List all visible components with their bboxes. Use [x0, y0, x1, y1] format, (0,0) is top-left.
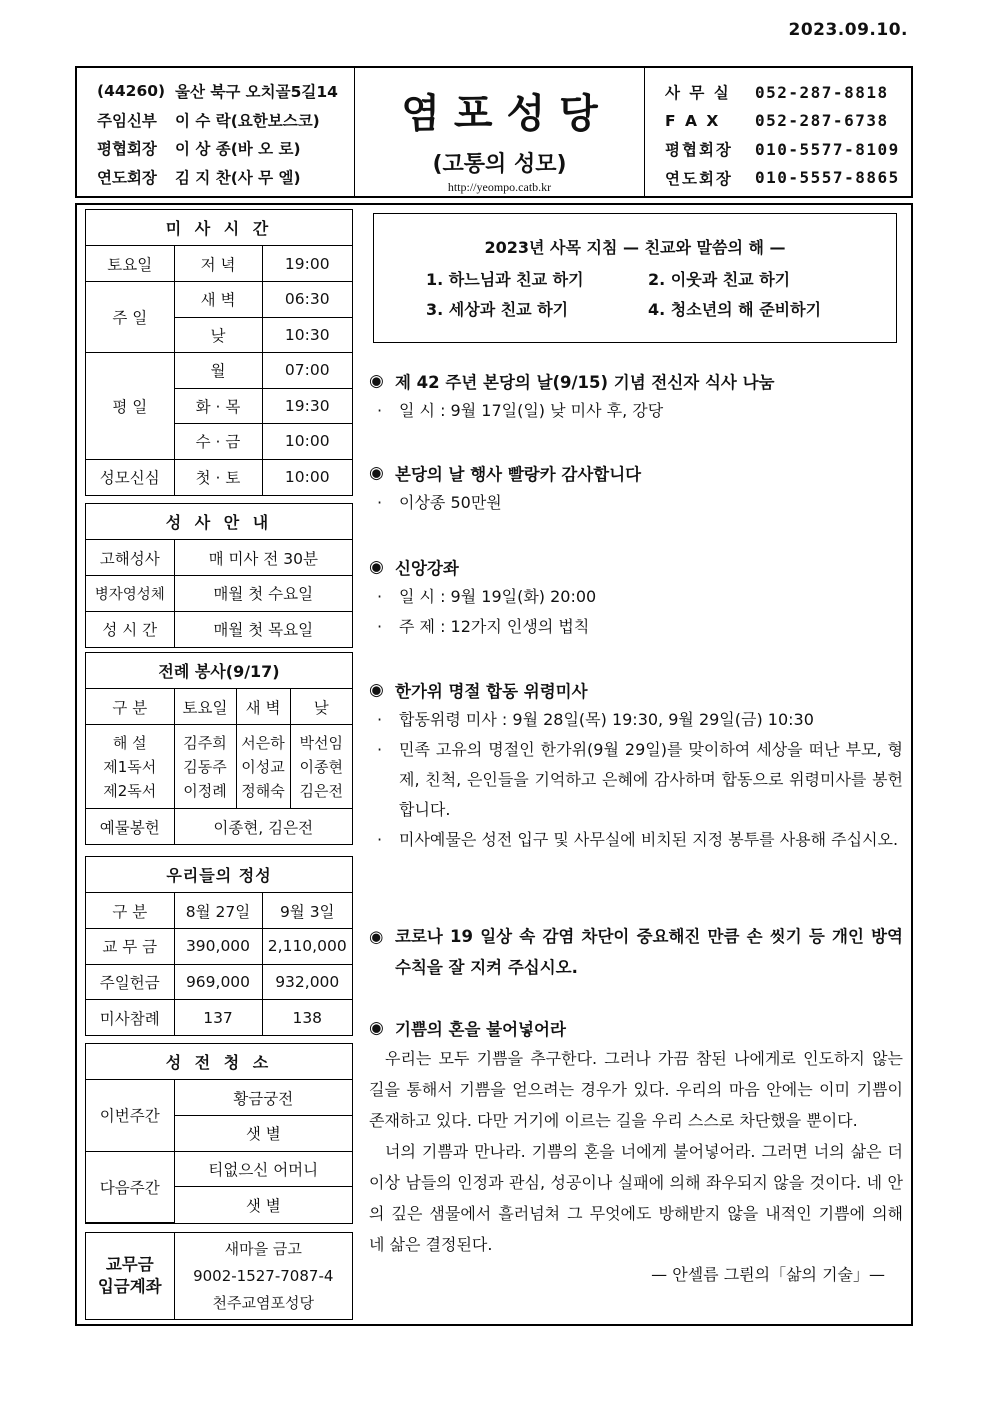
server-name: 김은전 [299, 781, 343, 800]
bullseye-icon: ◉ [369, 557, 384, 577]
bulletin-date: 2023.09.10. [788, 20, 908, 40]
policy-item: 1. 하느님과 친교 하기 [426, 269, 584, 289]
donation-header: 구 분 [86, 893, 174, 929]
office-row [665, 78, 911, 107]
cleaning-group: 샛 별 [174, 1187, 352, 1223]
server-name: 정해숙 [241, 781, 285, 800]
fax-row [665, 107, 911, 136]
policy-line [374, 293, 896, 323]
notice-title: 코로나 19 일상 속 감염 차단이 중요해진 만큼 손 씻기 등 개인 방역 수칙을 잘 지켜 주십시오. [395, 927, 903, 977]
list-item [369, 705, 903, 735]
address-row [97, 77, 354, 106]
server-name: 김주희 [183, 733, 227, 752]
liturgy-roles [86, 725, 174, 809]
yeondo-label: 연도회장 [97, 168, 157, 187]
notice-text: 일 시 : 9월 17일(일) 낮 미사 후, 강당 [399, 401, 664, 420]
cleaning-group: 티없으신 어머니 [174, 1151, 352, 1187]
liturgy-title: 전례 봉사(9/17) [86, 653, 352, 689]
cleaning-group: 샛 별 [174, 1116, 352, 1152]
donation-label: 주일헌금 [86, 964, 174, 1000]
table-row [86, 576, 352, 612]
sacrament-value: 매월 첫 수요일 [174, 576, 352, 612]
council-name: 이 상 종(바 오 로) [175, 140, 301, 159]
server-name: 이종현 [299, 757, 343, 776]
sacrament-label: 고해성사 [86, 540, 174, 576]
list-item [369, 612, 903, 642]
account-details [174, 1233, 352, 1319]
council-phone: 010-5577-8109 [755, 139, 900, 159]
fax-label: F A X [665, 111, 721, 130]
mass-slot: 저 녁 [174, 246, 262, 282]
table-row [86, 282, 352, 318]
contact-info [645, 68, 911, 196]
council-row [97, 134, 354, 163]
table-row [86, 246, 352, 282]
address: 울산 북구 오치골5길14 [175, 83, 338, 102]
donation-value: 390,000 [174, 929, 262, 965]
donation-label: 미사참례 [86, 1000, 174, 1036]
donation-value: 2,110,000 [262, 929, 352, 965]
account-number: 9002-1527-7087-4 [193, 1266, 334, 1285]
pastor-label: 주임신부 [97, 111, 157, 130]
liturgy-header: 낮 [290, 689, 352, 725]
fax-number: 052-287-6738 [755, 111, 889, 131]
liturgy-table [86, 689, 352, 844]
mass-day: 주 일 [86, 282, 174, 353]
mass-day: 성모신심 [86, 459, 174, 495]
mass-slot: 새 벽 [174, 282, 262, 318]
donation-box [85, 856, 353, 1036]
policy-item: 2. 이웃과 친교 하기 [648, 269, 791, 289]
bullet-icon: · [377, 493, 383, 512]
donation-header: 8월 27일 [174, 893, 262, 929]
notice-covid [369, 921, 903, 983]
account-holder: 천주교염포성당 [212, 1293, 314, 1312]
liturgy-saturday [174, 725, 236, 809]
parish-info [77, 68, 355, 196]
offering-value: 이종현, 김은전 [174, 809, 352, 845]
donation-value: 137 [174, 1000, 262, 1036]
council-label: 평협회장 [97, 140, 157, 159]
cleaning-week-label: 다음주간 [86, 1151, 174, 1222]
sacrament-value: 매월 첫 목요일 [174, 611, 352, 647]
notice-heading [369, 552, 903, 582]
bullet-icon: · [377, 740, 383, 759]
table-row [86, 964, 352, 1000]
donation-value: 138 [262, 1000, 352, 1036]
list-item [369, 488, 903, 518]
liturgy-header: 구 분 [86, 689, 174, 725]
mass-times-title: 미 사 시 간 [86, 210, 352, 246]
yeondo-phone: 010-5557-8865 [755, 168, 900, 188]
account-label-line: 교무금 [105, 1255, 154, 1274]
table-row [86, 459, 352, 495]
sacrament-title: 성 사 안 내 [86, 504, 352, 540]
notice-text: 이상종 50만원 [399, 493, 502, 512]
bulletin-header [75, 66, 913, 198]
account-label [86, 1233, 174, 1319]
notice-thanks [369, 458, 903, 518]
pastor-name: 이 수 락(요한보스코) [175, 111, 320, 130]
bullet-icon: · [377, 401, 383, 420]
parish-url[interactable]: http://yeompo.catb.kr [447, 180, 552, 194]
notice-heading [369, 1013, 903, 1043]
notice-title: 본당의 날 행사 빨랑카 감사합니다 [395, 465, 642, 484]
server-name: 이정례 [183, 781, 227, 800]
parish-subtitle: (고통의 성모) [432, 152, 567, 177]
mass-slot: 월 [174, 353, 262, 389]
policy-title: 2023년 사목 지침 — 친교와 말씀의 해 — [484, 238, 786, 257]
yeondo-name: 김 지 찬(사 무 엘) [175, 168, 301, 187]
office-label: 사 무 실 [665, 84, 731, 103]
role-label: 제2독서 [103, 781, 157, 800]
council-phone-label: 평협회장 [665, 141, 733, 160]
mass-day: 토요일 [86, 246, 174, 282]
cleaning-box [85, 1043, 353, 1224]
cleaning-week-label: 이번주간 [86, 1080, 174, 1151]
sacrament-box [85, 503, 353, 648]
account-table [86, 1233, 352, 1319]
notice-heading [369, 921, 903, 983]
yeondo-row [97, 163, 354, 192]
liturgy-header: 새 벽 [236, 689, 290, 725]
pastoral-policy-box [373, 213, 897, 343]
office-phone: 052-287-8818 [755, 82, 889, 102]
sacrament-table [86, 540, 352, 647]
liturgy-day [290, 725, 352, 809]
mass-slot: 수 · 금 [174, 424, 262, 460]
bullseye-icon: ◉ [369, 1018, 384, 1038]
bullet-icon: · [377, 587, 383, 606]
parish-title: 염포성당 [401, 90, 612, 137]
notice-memorial-mass [369, 675, 903, 855]
parish-title-block [355, 68, 645, 196]
bulletin-body [75, 203, 913, 1326]
donation-title: 우리들의 정성 [86, 857, 352, 893]
sacrament-label: 성 시 간 [86, 611, 174, 647]
essay-paragraph: 우리는 모두 기쁨을 추구한다. 그러나 가끔 참된 나에게로 인도하지 않는 길을 통해서 기쁨을 얻으려는 경우가 있다. 우리의 마음 안에는 이미 기쁨이 존재하고 있다. 다만 거기에 이르는 길을 우리 스스로 차단했을 뿐이다. [369, 1049, 903, 1130]
sacrament-value: 매 미사 전 30분 [174, 540, 352, 576]
council-phone-row [665, 135, 911, 164]
server-name: 이성교 [241, 757, 285, 776]
essay-paragraph: 너의 기쁨과 만나라. 기쁨의 혼을 너에게 불어넣어라. 그러면 너의 삶은 더 이상 남들의 인정과 관심, 성공이나 실패에 의해 좌우되지 않을 것이다. 네 안의 깊은 샘물에서 흘러넘쳐 그 무엇에도 방해받지 않을 내적인 기쁨에 의해 네 삶은 결정된다. [369, 1142, 903, 1254]
notice-faith-lecture [369, 552, 903, 642]
mass-day: 평 일 [86, 353, 174, 460]
table-row [86, 1080, 352, 1116]
cleaning-table [86, 1080, 352, 1223]
mass-time: 07:00 [262, 353, 352, 389]
table-row [86, 1151, 352, 1187]
bullseye-icon: ◉ [369, 680, 384, 700]
table-row [86, 1000, 352, 1036]
notice-title: 기쁨의 혼을 불어넣어라 [395, 1020, 566, 1039]
notice-title: 한가위 명절 합동 위령미사 [395, 682, 588, 701]
server-name: 박선임 [299, 733, 343, 752]
table-row [86, 540, 352, 576]
list-item [369, 825, 903, 855]
notice-title: 신앙강좌 [395, 559, 459, 578]
notice-text: 민족 고유의 명절인 한가위(9월 29일)를 맞이하여 세상을 떠난 부모, 형제, 친척, 은인들을 기억하고 은혜에 감사하며 합동으로 위령미사를 봉헌합니다. [399, 740, 903, 819]
policy-item: 4. 청소년의 해 준비하기 [648, 299, 822, 319]
table-row [86, 1233, 352, 1319]
notice-title: 제 42 주년 본당의 날(9/15) 기념 전신자 식사 나눔 [395, 373, 775, 392]
bullet-icon: · [377, 830, 383, 849]
liturgy-box [85, 652, 353, 845]
bullet-icon: · [377, 710, 383, 729]
notice-anniversary [369, 366, 903, 426]
mass-slot: 낮 [174, 317, 262, 353]
mass-time: 19:00 [262, 246, 352, 282]
donation-table [86, 893, 352, 1035]
policy-line [374, 263, 896, 293]
account-label-line: 입금계좌 [97, 1277, 162, 1296]
donation-value: 932,000 [262, 964, 352, 1000]
liturgy-header: 토요일 [174, 689, 236, 725]
mass-times-table [86, 246, 352, 495]
bullseye-icon: ◉ [369, 463, 384, 483]
mass-slot: 화 · 목 [174, 388, 262, 424]
liturgy-dawn [236, 725, 290, 809]
table-row [86, 725, 352, 809]
bank-name: 새마을 금고 [224, 1239, 302, 1258]
notice-text: 합동위령 미사 : 9월 28일(목) 19:30, 9월 29일(금) 10:30 [399, 710, 814, 729]
list-item [369, 735, 903, 825]
pastor-row [97, 106, 354, 135]
notice-text: 주 제 : 12가지 인생의 법칙 [399, 617, 590, 636]
table-row [86, 929, 352, 965]
sacrament-label: 병자영성체 [86, 576, 174, 612]
essay-source: — 안셀름 그륀의「삶의 기술」— [651, 1265, 885, 1284]
server-name: 김동주 [183, 757, 227, 776]
cleaning-group: 황금궁전 [174, 1080, 352, 1116]
list-item [369, 396, 903, 426]
role-label: 해 설 [112, 733, 147, 752]
mass-time: 10:00 [262, 424, 352, 460]
mass-slot: 첫 · 토 [174, 459, 262, 495]
list-item [369, 582, 903, 612]
notice-heading [369, 458, 903, 488]
account-box [85, 1232, 353, 1320]
mass-times-box [85, 209, 353, 496]
offering-label: 예물봉헌 [86, 809, 174, 845]
table-row [86, 353, 352, 389]
bullseye-icon: ◉ [369, 927, 384, 946]
table-row [86, 893, 352, 929]
notice-essay [369, 1013, 903, 1290]
server-name: 서은하 [241, 733, 285, 752]
notice-text: 일 시 : 9월 19일(화) 20:00 [399, 587, 597, 606]
mass-time: 10:30 [262, 317, 352, 353]
donation-value: 969,000 [174, 964, 262, 1000]
donation-label: 교 무 금 [86, 929, 174, 965]
notice-heading [369, 675, 903, 705]
policy-item: 3. 세상과 친교 하기 [426, 299, 569, 319]
mass-time: 19:30 [262, 388, 352, 424]
mass-time: 10:00 [262, 459, 352, 495]
donation-header: 9월 3일 [262, 893, 352, 929]
notice-text: 미사예물은 성전 입구 및 사무실에 비치된 지정 봉투를 사용해 주십시오. [399, 830, 899, 849]
table-row [86, 689, 352, 725]
bullseye-icon: ◉ [369, 371, 384, 391]
notice-heading [369, 366, 903, 396]
postal-code: (44260) [97, 82, 166, 101]
yeondo-phone-label: 연도회장 [665, 169, 733, 188]
cleaning-title: 성 전 청 소 [86, 1044, 352, 1080]
bullet-icon: · [377, 617, 383, 636]
yeondo-phone-row [665, 164, 911, 193]
mass-time: 06:30 [262, 282, 352, 318]
table-row [86, 611, 352, 647]
table-row [86, 809, 352, 845]
role-label: 제1독서 [103, 757, 157, 776]
